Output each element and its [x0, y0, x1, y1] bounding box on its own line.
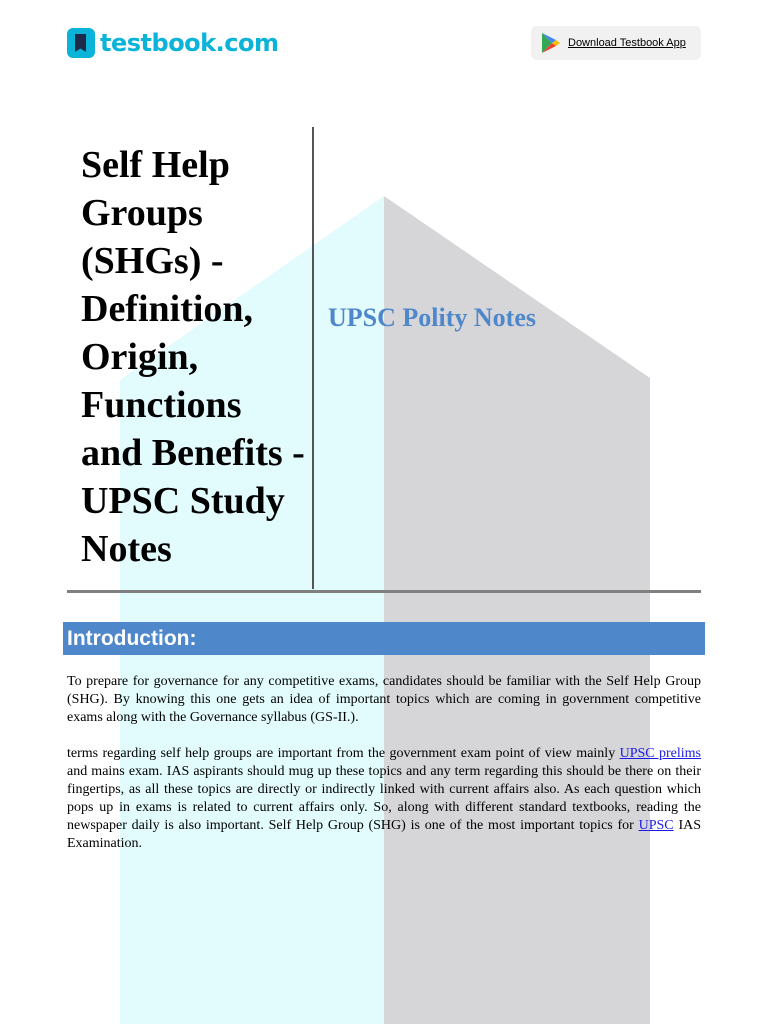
- google-play-icon: [541, 32, 561, 54]
- upsc-prelims-link[interactable]: UPSC prelims: [619, 746, 701, 761]
- download-app-button[interactable]: [531, 26, 701, 60]
- paragraph-2-text-3: IAS Examination.: [67, 818, 701, 851]
- paragraph-2: [67, 745, 701, 853]
- page-header: [0, 0, 768, 90]
- document-subtitle: UPSC Polity Notes: [328, 303, 536, 332]
- download-app-label: Download Testbook App: [568, 37, 686, 49]
- paragraph-2-text-2: and mains exam. IAS aspirants should mug up these topics and any term regarding this should be there on their fingertips, as all these topics are directly or indirectly linked with current affairs also. As each question which pops up in exams is related to current affairs only. So, along with different standard textbooks, reading the newspaper daily is also important. Self Help Group (SHG) is one of the most important topics for: [67, 764, 701, 833]
- logo-text: testbook.com: [100, 29, 279, 57]
- testbook-logo[interactable]: [67, 28, 278, 58]
- section-header-bar: [63, 622, 705, 655]
- cover-divider: [312, 127, 314, 589]
- paragraph-1: To prepare for governance for any competitive exams, candidates should be familiar with the Self Help Group (SHG). By knowing this one gets an idea of important topics which are coming in government competitive exams along with the Governance syllabus (GS-II.).: [67, 674, 701, 725]
- document-title: Self Help Groups (SHGs) - Definition, Origin, Functions and Benefits - UPSC Study Notes: [81, 144, 305, 570]
- cover-block: [67, 127, 701, 591]
- body-text: [67, 673, 701, 871]
- section-heading: Introduction:: [67, 627, 197, 650]
- testbook-logo-icon: [67, 28, 95, 58]
- cover-horizontal-rule: [67, 590, 701, 593]
- paragraph-2-text-1: terms regarding self help groups are important from the government exam point of view mainly: [67, 746, 620, 761]
- upsc-link[interactable]: UPSC: [638, 818, 674, 833]
